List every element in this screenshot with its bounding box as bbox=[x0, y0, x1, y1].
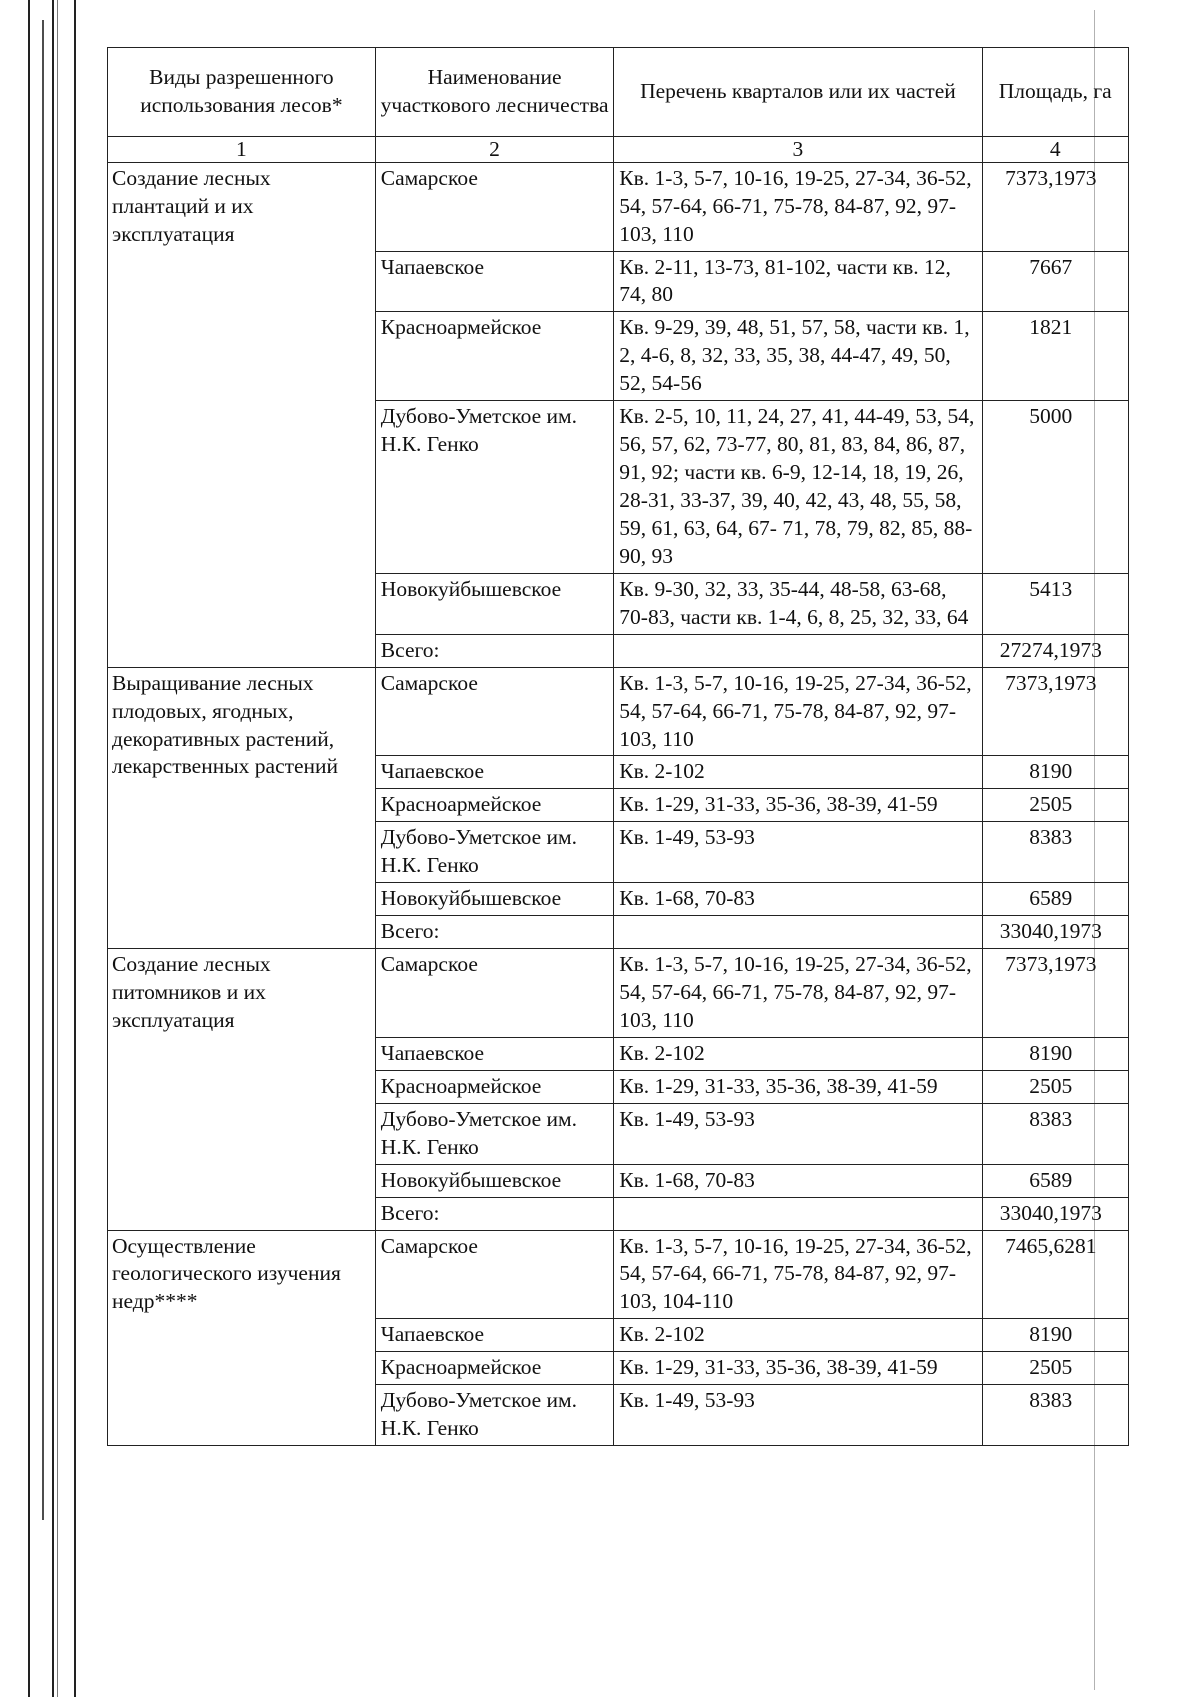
table-row bbox=[108, 949, 1129, 1038]
total-area-cell: 33040,1973 bbox=[982, 1197, 1128, 1230]
use-kind-cell: Осуществление геологического изучения недр**** bbox=[108, 1230, 376, 1446]
forestry-name-cell: Чапаевское bbox=[375, 1319, 614, 1352]
scan-edge-line bbox=[74, 0, 76, 1697]
forestry-name-cell: Дубово-Уметское им. Н.К. Генко bbox=[375, 1103, 614, 1164]
quarters-list-cell: Кв. 2-11, 13-73, 81-102, части кв. 12, 74, 80 bbox=[614, 251, 982, 312]
forestry-name-cell: Красноармейское bbox=[375, 1070, 614, 1103]
area-cell: 8190 bbox=[982, 1319, 1128, 1352]
quarters-list-cell: Кв. 1-3, 5-7, 10-16, 19-25, 27-34, 36-52, 54, 57-64, 66-71, 75-78, 84-87, 92, 97-103, 110 bbox=[614, 667, 982, 756]
area-cell: 8383 bbox=[982, 1103, 1128, 1164]
quarters-list-cell: Кв. 9-29, 39, 48, 51, 57, 58, части кв. 1, 2, 4-6, 8, 32, 33, 35, 38, 44-47, 49, 50, 52, 54-56 bbox=[614, 312, 982, 401]
quarters-list-cell: Кв. 1-29, 31-33, 35-36, 38-39, 41-59 bbox=[614, 789, 982, 822]
area-cell: 8190 bbox=[982, 1037, 1128, 1070]
forestry-name-cell: Новокуйбышевское bbox=[375, 1164, 614, 1197]
header-quarters: Перечень кварталов или их частей bbox=[614, 48, 982, 137]
forestry-name-cell: Красноармейское bbox=[375, 312, 614, 401]
area-cell: 5413 bbox=[982, 573, 1128, 634]
forestry-name-cell: Чапаевское bbox=[375, 1037, 614, 1070]
use-kind-cell: Создание лесных питомников и их эксплуатация bbox=[108, 949, 376, 1230]
quarters-list-cell: Кв. 1-3, 5-7, 10-16, 19-25, 27-34, 36-52, 54, 57-64, 66-71, 75-78, 84-87, 92, 97-103, 110 bbox=[614, 162, 982, 251]
area-cell: 7667 bbox=[982, 251, 1128, 312]
use-kind-cell: Создание лесных плантаций и их эксплуатация bbox=[108, 162, 376, 667]
quarters-list-cell: Кв. 1-29, 31-33, 35-36, 38-39, 41-59 bbox=[614, 1070, 982, 1103]
column-number: 4 bbox=[982, 137, 1128, 163]
column-number-row bbox=[108, 137, 1129, 163]
quarters-list-cell: Кв. 2-102 bbox=[614, 1037, 982, 1070]
quarters-list-cell: Кв. 1-49, 53-93 bbox=[614, 1103, 982, 1164]
forestry-name-cell: Самарское bbox=[375, 1230, 614, 1319]
quarters-list-cell: Кв. 2-102 bbox=[614, 756, 982, 789]
forestry-name-cell: Чапаевское bbox=[375, 756, 614, 789]
quarters-list-cell: Кв. 1-3, 5-7, 10-16, 19-25, 27-34, 36-52, 54, 57-64, 66-71, 75-78, 84-87, 92, 97-103, 104-110 bbox=[614, 1230, 982, 1319]
header-kind: Виды разрешенного использования лесов* bbox=[108, 48, 376, 137]
quarters-list-cell: Кв. 1-49, 53-93 bbox=[614, 822, 982, 883]
empty-cell bbox=[614, 1197, 982, 1230]
land-use-table bbox=[107, 47, 1129, 1446]
area-cell: 1821 bbox=[982, 312, 1128, 401]
total-area-cell: 27274,1973 bbox=[982, 634, 1128, 667]
area-cell: 6589 bbox=[982, 1164, 1128, 1197]
total-label-cell: Всего: bbox=[375, 1197, 614, 1230]
forestry-name-cell: Самарское bbox=[375, 949, 614, 1038]
header-forestry: Наименование участкового лесничества bbox=[375, 48, 614, 137]
area-cell: 5000 bbox=[982, 401, 1128, 574]
area-cell: 7373,1973 bbox=[982, 949, 1128, 1038]
scan-edge-line bbox=[52, 0, 54, 1697]
column-number: 2 bbox=[375, 137, 614, 163]
quarters-list-cell: Кв. 9-30, 32, 33, 35-44, 48-58, 63-68, 70-83, части кв. 1-4, 6, 8, 25, 32, 33, 64 bbox=[614, 573, 982, 634]
quarters-list-cell: Кв. 1-49, 53-93 bbox=[614, 1385, 982, 1446]
area-cell: 7373,1973 bbox=[982, 162, 1128, 251]
table-row bbox=[108, 667, 1129, 756]
total-label-cell: Всего: bbox=[375, 634, 614, 667]
total-label-cell: Всего: bbox=[375, 916, 614, 949]
table-row bbox=[108, 162, 1129, 251]
scan-edge-line bbox=[28, 0, 30, 1697]
column-number: 3 bbox=[614, 137, 982, 163]
empty-cell bbox=[614, 916, 982, 949]
table-row bbox=[108, 1230, 1129, 1319]
quarters-list-cell: Кв. 1-68, 70-83 bbox=[614, 1164, 982, 1197]
header-row bbox=[108, 48, 1129, 137]
quarters-list-cell: Кв. 1-3, 5-7, 10-16, 19-25, 27-34, 36-52, 54, 57-64, 66-71, 75-78, 84-87, 92, 97-103, 110 bbox=[614, 949, 982, 1038]
forestry-name-cell: Чапаевское bbox=[375, 251, 614, 312]
forestry-name-cell: Дубово-Уметское им. Н.К. Генко bbox=[375, 401, 614, 574]
total-area-cell: 33040,1973 bbox=[982, 916, 1128, 949]
forestry-name-cell: Красноармейское bbox=[375, 1352, 614, 1385]
forestry-name-cell: Красноармейское bbox=[375, 789, 614, 822]
area-cell: 8383 bbox=[982, 1385, 1128, 1446]
forestry-name-cell: Новокуйбышевское bbox=[375, 573, 614, 634]
forestry-name-cell: Дубово-Уметское им. Н.К. Генко bbox=[375, 1385, 614, 1446]
use-kind-cell: Выращивание лесных плодовых, ягодных, декоративных растений, лекарственных растений bbox=[108, 667, 376, 948]
quarters-list-cell: Кв. 1-29, 31-33, 35-36, 38-39, 41-59 bbox=[614, 1352, 982, 1385]
area-cell: 8383 bbox=[982, 822, 1128, 883]
area-cell: 2505 bbox=[982, 1070, 1128, 1103]
header-area: Площадь, га bbox=[982, 48, 1128, 137]
scan-edge-line bbox=[57, 0, 58, 1697]
forestry-name-cell: Новокуйбышевское bbox=[375, 883, 614, 916]
table-body bbox=[108, 162, 1129, 1445]
area-cell: 2505 bbox=[982, 789, 1128, 822]
empty-cell bbox=[614, 634, 982, 667]
area-cell: 7465,6281 bbox=[982, 1230, 1128, 1319]
column-number: 1 bbox=[108, 137, 376, 163]
quarters-list-cell: Кв. 2-5, 10, 11, 24, 27, 41, 44-49, 53, 54, 56, 57, 62, 73-77, 80, 81, 83, 84, 86, 87, 91, 92; части кв. 6-9, 12-14, 18, 19, 26, 28-31, 33-37, 39, 40, 42, 43, 48, 55, 58, 59, 61, 63, 64, 67- 71, 78, 79, 82, 85, 88-90, 93 bbox=[614, 401, 982, 574]
quarters-list-cell: Кв. 2-102 bbox=[614, 1319, 982, 1352]
area-cell: 2505 bbox=[982, 1352, 1128, 1385]
quarters-list-cell: Кв. 1-68, 70-83 bbox=[614, 883, 982, 916]
scan-edge-line bbox=[42, 20, 44, 1520]
area-cell: 7373,1973 bbox=[982, 667, 1128, 756]
area-cell: 6589 bbox=[982, 883, 1128, 916]
forestry-name-cell: Самарское bbox=[375, 162, 614, 251]
forestry-name-cell: Самарское bbox=[375, 667, 614, 756]
area-cell: 8190 bbox=[982, 756, 1128, 789]
forestry-name-cell: Дубово-Уметское им. Н.К. Генко bbox=[375, 822, 614, 883]
